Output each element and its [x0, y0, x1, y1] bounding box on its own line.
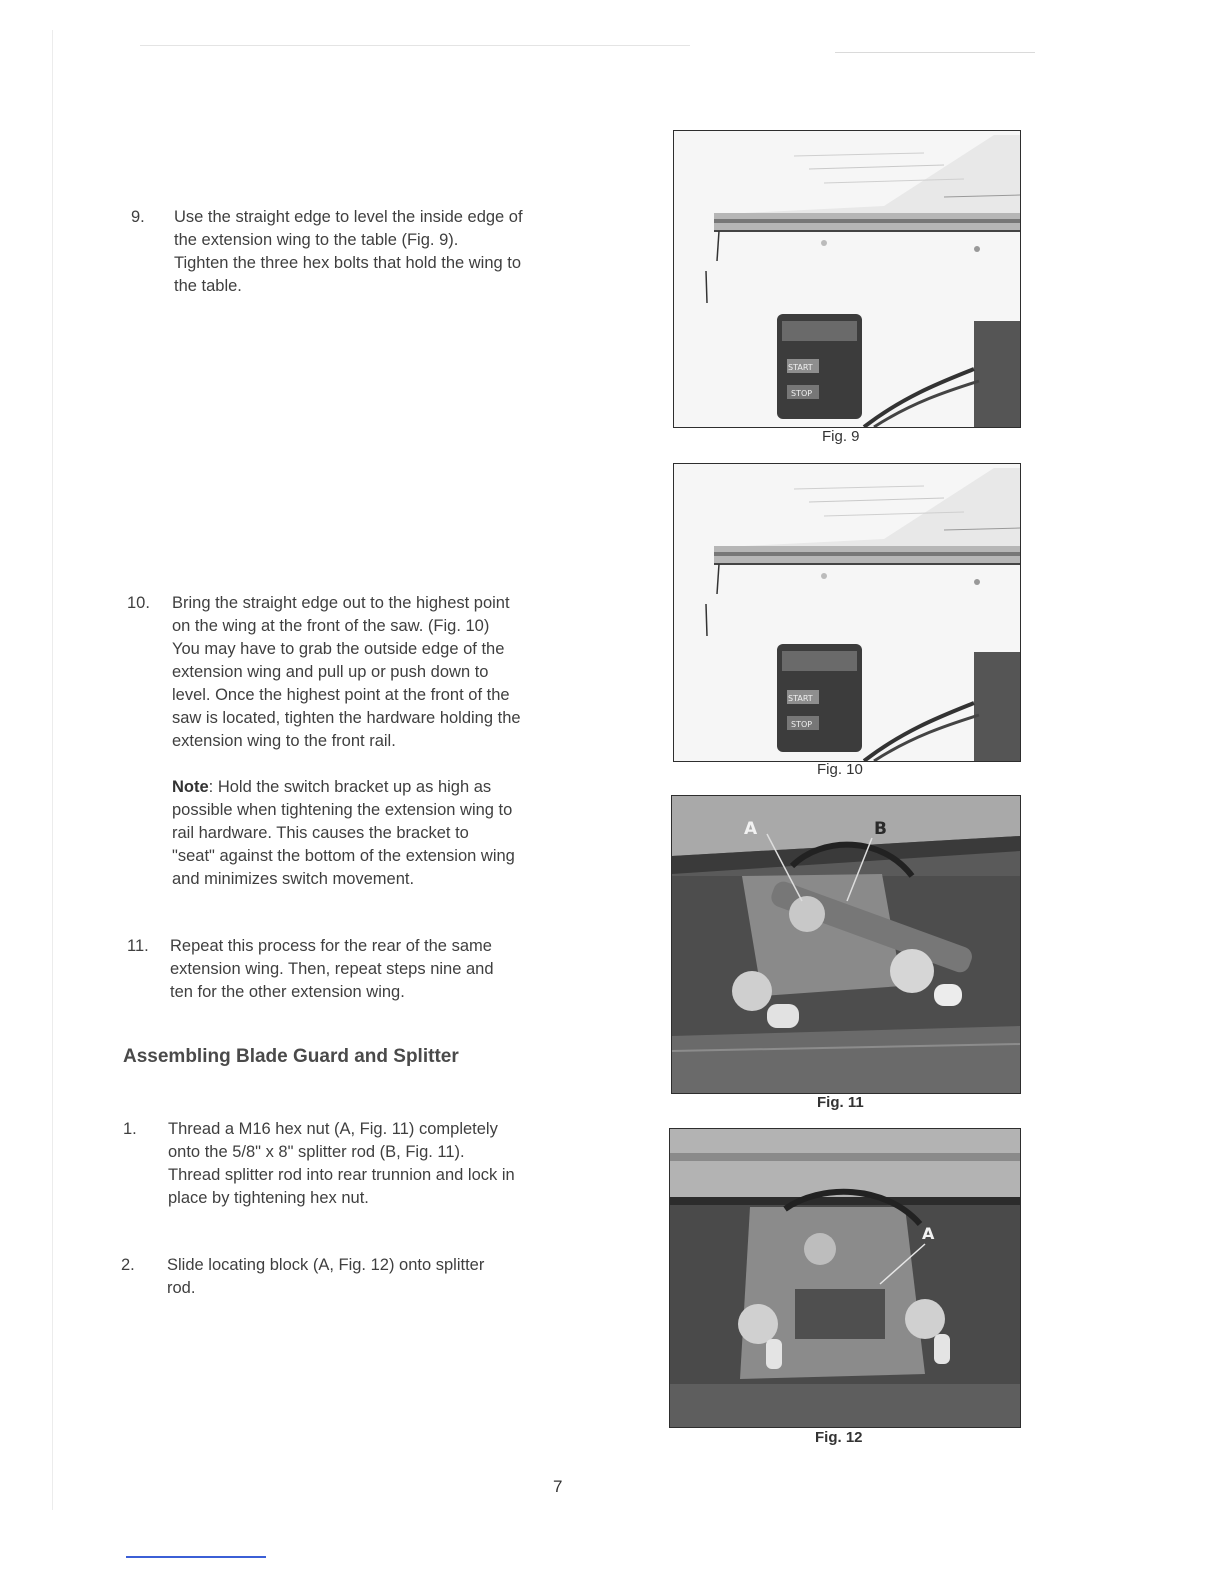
switch-start-label: START — [788, 694, 813, 703]
step-line: Slide locating block (A, Fig. 12) onto splitter — [167, 1256, 485, 1274]
figure-10-photo — [673, 463, 1021, 762]
page-number: 7 — [553, 1477, 563, 1496]
note-line: "seat" against the bottom of the extension wing — [172, 847, 515, 865]
step-number: 2. — [121, 1256, 135, 1274]
step-line: extension wing. Then, repeat steps nine and — [170, 960, 494, 978]
step-line: Use the straight edge to level the inside edge of — [174, 208, 523, 226]
step-line: You may have to grab the outside edge of the — [172, 640, 505, 658]
step-line: place by tightening hex nut. — [168, 1189, 369, 1207]
step-line: the extension wing to the table (Fig. 9). — [174, 231, 459, 249]
switch-start-label: START — [788, 363, 813, 372]
step-line: rod. — [167, 1279, 196, 1297]
footer-rule — [126, 1556, 266, 1558]
step-line: Thread splitter rod into rear trunnion and lock in — [168, 1166, 515, 1184]
step-line: extension wing to the front rail. — [172, 732, 396, 750]
switch-stop-label: STOP — [791, 720, 813, 729]
step-line: extension wing and pull up or push down to — [172, 663, 489, 681]
callout-a: A — [922, 1224, 935, 1243]
switch-stop-label: STOP — [791, 389, 813, 398]
scan-artifact-top-left — [140, 45, 690, 46]
callout-b: B — [874, 819, 887, 839]
step-line: the table. — [174, 277, 242, 295]
figure-12-photo — [669, 1128, 1021, 1428]
step-line: onto the 5/8" x 8" splitter rod (B, Fig. 11). — [168, 1143, 465, 1161]
step-line: Repeat this process for the rear of the same — [170, 937, 492, 955]
note-label: Note — [172, 778, 209, 796]
figure-11-photo — [671, 795, 1021, 1094]
figure-9-photo — [673, 130, 1021, 428]
step-line: Tighten the three hex bolts that hold the wing to — [174, 254, 522, 272]
step-line: saw is located, tighten the hardware holding the — [172, 709, 521, 727]
note-first-line: : Hold the switch bracket up as high as — [208, 778, 492, 796]
figure-11-caption: Fig. 11 — [817, 1094, 864, 1111]
note-line: rail hardware. This causes the bracket to — [172, 824, 469, 842]
step-line: ten for the other extension wing. — [170, 983, 405, 1001]
figure-10-caption: Fig. 10 — [817, 761, 863, 778]
scan-artifact-top-right — [835, 52, 1035, 53]
step-line: Bring the straight edge out to the highest point — [172, 594, 510, 612]
step-line: on the wing at the front of the saw. (Fig. 10) — [172, 617, 490, 635]
note-line: and minimizes switch movement. — [172, 870, 415, 888]
section-title: Assembling Blade Guard and Splitter — [123, 1046, 459, 1067]
scan-left-edge — [52, 30, 53, 1510]
figure-12-caption: Fig. 12 — [815, 1429, 863, 1446]
step-number: 10. — [127, 594, 150, 612]
note-line: possible when tightening the extension wing to — [172, 801, 513, 819]
step-number: 9. — [131, 208, 145, 226]
step-line: level. Once the highest point at the front of the — [172, 686, 510, 704]
step-number: 11. — [127, 937, 149, 955]
step-number: 1. — [123, 1120, 137, 1138]
callout-a: A — [744, 819, 758, 839]
step-line: Thread a M16 hex nut (A, Fig. 11) completely — [168, 1120, 498, 1138]
figure-9-caption: Fig. 9 — [822, 428, 860, 445]
